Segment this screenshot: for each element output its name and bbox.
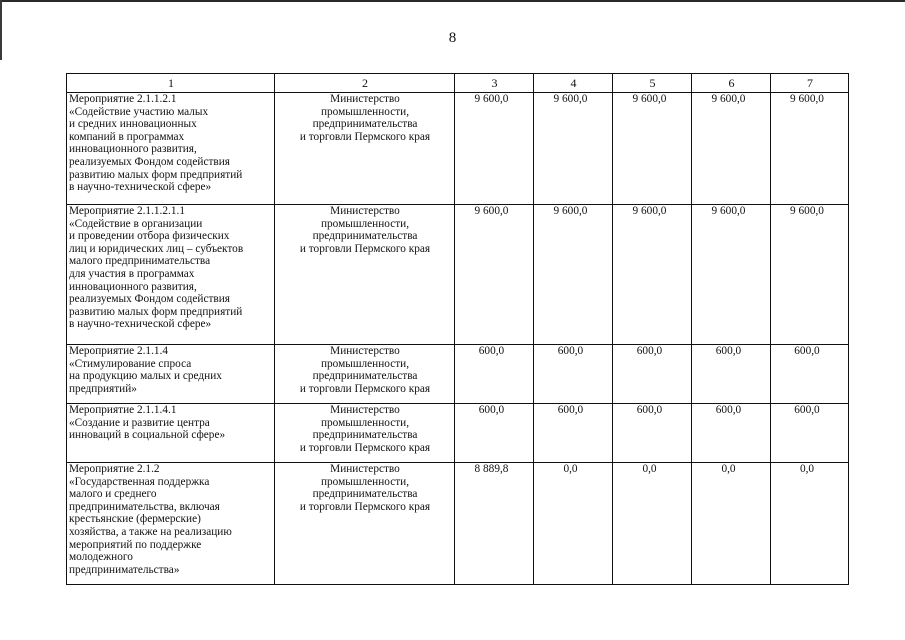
activity-name-line: малого и среднего (69, 488, 157, 501)
amount-value: 600,0 (478, 404, 505, 416)
amount-value: 9 600,0 (474, 205, 509, 217)
amount-cell (534, 205, 613, 345)
activity-name-line: крестьянские (фермерские) (69, 513, 201, 526)
amount-cell (455, 205, 534, 345)
amount-value: 9 600,0 (474, 93, 509, 105)
activity-name-line: мероприятий по поддержке (69, 538, 202, 551)
table-row (67, 463, 849, 585)
activity-name-line: в научно-технической сфере» (69, 181, 212, 194)
amount-value: 600,0 (557, 345, 584, 357)
amount-cell (455, 345, 534, 404)
column-number: 2 (275, 74, 455, 93)
activity-name-line: «Стимулирование спроса (69, 357, 192, 370)
activity-name-line: малого предпринимательства (69, 255, 211, 268)
amount-value: 9 600,0 (711, 205, 746, 217)
executor-line: промышленности, (320, 416, 410, 429)
amount-cell (771, 463, 849, 585)
activity-name-line: инновационного развития, (69, 280, 197, 293)
executor-line: промышленности, (320, 357, 410, 370)
column-number: 7 (771, 74, 849, 93)
executor-line: и торговли Пермского края (299, 382, 431, 395)
amount-cell (534, 93, 613, 205)
activity-name-line: Мероприятие 2.1.1.2.1.1 (69, 205, 185, 217)
executor-cell (275, 463, 455, 585)
activity-name-line: для участия в программах (69, 267, 195, 280)
amount-cell (613, 404, 692, 463)
activity-name-line: «Содействие участию малых (69, 105, 209, 118)
program-table (66, 73, 849, 585)
executor-line: и торговли Пермского края (299, 130, 431, 143)
activity-name-cell (67, 463, 275, 585)
activity-name-line: реализуемых Фондом содействия (69, 293, 230, 306)
executor-line: промышленности, (320, 217, 410, 230)
executor-cell (275, 93, 455, 205)
column-number-row (67, 74, 849, 93)
activity-name-line: реализуемых Фондом содействия (69, 155, 230, 168)
amount-cell (455, 463, 534, 585)
amount-value: 0,0 (563, 463, 578, 475)
executor-cell (275, 404, 455, 463)
activity-name-line: в научно-технической сфере» (69, 318, 212, 331)
activity-name-line: Мероприятие 2.1.1.4.1 (69, 404, 177, 416)
amount-cell (771, 93, 849, 205)
activity-name-line: Мероприятие 2.1.1.4 (69, 345, 169, 357)
column-number: 5 (613, 74, 692, 93)
amount-cell (613, 93, 692, 205)
column-number: 6 (692, 74, 771, 93)
activity-name-line: компаний в программах (69, 130, 185, 143)
activity-name-line: молодежного (69, 551, 133, 564)
amount-cell (613, 205, 692, 345)
amount-value: 9 600,0 (711, 93, 746, 105)
executor-line: предпринимательства (312, 488, 418, 501)
amount-value: 9 600,0 (632, 205, 667, 217)
activity-name-line: инновационного развития, (69, 143, 197, 156)
activity-name-line: и проведении отбора физических (69, 230, 230, 243)
executor-cell (275, 205, 455, 345)
amount-cell (455, 93, 534, 205)
activity-name-line: развитию малых форм предприятий (69, 305, 243, 318)
amount-cell (771, 404, 849, 463)
activity-name-line: хозяйства, а также на реализацию (69, 525, 232, 538)
amount-value: 0,0 (799, 463, 815, 475)
activity-name-line: «Создание и развитие центра (69, 416, 210, 429)
amount-cell (534, 404, 613, 463)
table-row (67, 205, 849, 345)
amount-cell (771, 345, 849, 404)
executor-line: промышленности, (320, 105, 410, 118)
amount-cell (534, 345, 613, 404)
amount-value: 8 889,8 (474, 463, 509, 475)
executor-line: Министерство (330, 463, 400, 475)
executor-line: предпринимательства (312, 118, 418, 131)
executor-cell (275, 345, 455, 404)
activity-name-cell (67, 205, 275, 345)
activity-name-line: на продукцию малых и средних (69, 370, 222, 383)
amount-value: 9 600,0 (632, 93, 667, 105)
activity-name-line: предпринимательства, включая (69, 500, 220, 513)
executor-line: Министерство (330, 404, 400, 416)
executor-line: предпринимательства (312, 429, 418, 442)
amount-cell (613, 345, 692, 404)
activity-name-cell (67, 345, 275, 404)
executor-line: Министерство (330, 93, 400, 105)
column-number: 3 (455, 74, 534, 93)
amount-cell (692, 205, 771, 345)
amount-value: 9 600,0 (790, 93, 824, 105)
amount-cell (692, 404, 771, 463)
executor-line: промышленности, (320, 475, 410, 488)
table-row (67, 93, 849, 205)
amount-value: 600,0 (636, 404, 663, 416)
activity-name-line: предпринимательства» (69, 563, 180, 576)
executor-line: предпринимательства (312, 230, 418, 243)
page-number: 8 (448, 30, 457, 46)
amount-value: 600,0 (636, 345, 663, 357)
activity-name-line: «Содействие в организации (69, 217, 203, 230)
amount-value: 9 600,0 (790, 205, 824, 217)
amount-cell (455, 404, 534, 463)
activity-name-line: Мероприятие 2.1.2 (69, 463, 160, 475)
amount-value: 600,0 (557, 404, 584, 416)
amount-cell (534, 463, 613, 585)
activity-name-line: предприятий» (69, 382, 137, 395)
table-row (67, 404, 849, 463)
table-row (67, 345, 849, 404)
activity-name-cell (67, 404, 275, 463)
executor-line: предпринимательства (312, 370, 418, 383)
activity-name-line: «Государственная поддержка (69, 475, 210, 488)
activity-name-line: и средних инновационных (69, 118, 197, 131)
executor-line: Министерство (330, 205, 400, 217)
amount-value: 600,0 (794, 404, 820, 416)
activity-name-cell (67, 93, 275, 205)
scan-edge-top (0, 0, 905, 2)
activity-name-line: развитию малых форм предприятий (69, 168, 243, 181)
activity-name-line: лиц и юридических лиц – субъектов (69, 242, 244, 255)
executor-line: Министерство (330, 345, 400, 357)
amount-value: 600,0 (794, 345, 820, 357)
amount-value: 600,0 (478, 345, 505, 357)
executor-line: и торговли Пермского края (299, 441, 431, 454)
activity-name-line: инноваций в социальной сфере» (69, 429, 226, 442)
amount-value: 600,0 (715, 345, 742, 357)
amount-value: 9 600,0 (553, 93, 588, 105)
activity-name-line: Мероприятие 2.1.1.2.1 (69, 93, 177, 105)
column-number: 1 (67, 74, 275, 93)
amount-value: 0,0 (721, 463, 736, 475)
amount-cell (771, 205, 849, 345)
amount-value: 600,0 (715, 404, 742, 416)
amount-cell (692, 345, 771, 404)
amount-cell (692, 463, 771, 585)
executor-line: и торговли Пермского края (299, 242, 431, 255)
amount-value: 0,0 (642, 463, 657, 475)
amount-value: 9 600,0 (553, 205, 588, 217)
column-number: 4 (534, 74, 613, 93)
amount-cell (692, 93, 771, 205)
executor-line: и торговли Пермского края (299, 500, 431, 513)
amount-cell (613, 463, 692, 585)
